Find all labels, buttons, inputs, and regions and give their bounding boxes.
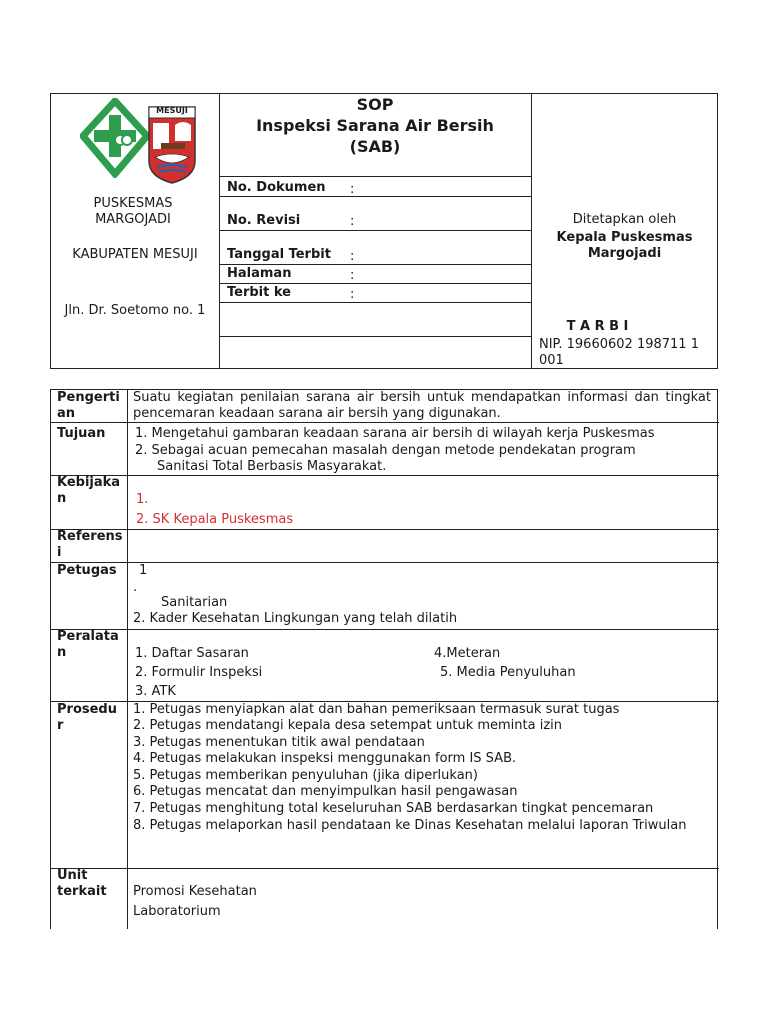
- prosedur-item: 5. Petugas memberikan penyuluhan (jika diperlukan): [133, 768, 478, 783]
- field-label-no-dokumen: No. Dokumen: [227, 180, 326, 195]
- org-name: PUSKESMAS MARGOJADI: [93, 196, 173, 227]
- prosedur-item: 4. Petugas melakukan inspeksi menggunakan form IS SAB.: [133, 751, 517, 766]
- label-tujuan: Tujuan: [57, 426, 106, 441]
- label-pengertian: Pengertian: [57, 390, 120, 421]
- text-pengertian: Suatu kegiatan penilaian sarana air bersih untuk mendapatkan informasi dan tingkat pencemaran keadaan sarana air bersih yang digunakan.: [133, 390, 711, 421]
- approval-line-2: Kepala Puskesmas Margojadi: [556, 230, 693, 261]
- kebijakan-item: 1.: [136, 492, 149, 507]
- peralatan-item: 3. ATK: [135, 684, 176, 699]
- field-label-terbit-ke: Terbit ke: [227, 285, 291, 300]
- puskesmas-logo-icon: [80, 98, 150, 178]
- petugas-item: 2. Kader Kesehatan Lingkungan yang telah dilatih: [133, 611, 458, 626]
- prosedur-item: 3. Petugas menentukan titik awal pendataan: [133, 735, 425, 750]
- unit-terkait-item: Laboratorium: [133, 904, 221, 919]
- petugas-dot: .: [133, 580, 138, 595]
- kebijakan-item: 2. SK Kepala Puskesmas: [136, 512, 294, 527]
- prosedur-item: 1. Petugas menyiapkan alat dan bahan pemeriksaan termasuk surat tugas: [133, 702, 620, 717]
- label-unit-terkait: Unit terkait: [57, 868, 107, 899]
- peralatan-item: 4.Meteran: [434, 646, 501, 661]
- mesuji-emblem-icon: [147, 105, 197, 185]
- petugas-item: Sanitarian: [161, 595, 228, 610]
- field-label-no-revisi: No. Revisi: [227, 213, 301, 228]
- field-label-halaman: Halaman: [227, 266, 292, 281]
- peralatan-item: 5. Media Penyuluhan: [440, 665, 576, 680]
- peralatan-item: 1. Daftar Sasaran: [135, 646, 249, 661]
- label-prosedur: Prosedur: [57, 702, 117, 733]
- signer-name: T A R B I: [566, 319, 629, 334]
- field-value-tanggal-terbit: :: [350, 249, 355, 264]
- logo-caption: MESUJI: [156, 106, 188, 115]
- field-value-no-dokumen: :: [350, 182, 355, 197]
- prosedur-item: 2. Petugas mendatangi kepala desa setempat untuk meminta izin: [133, 718, 563, 733]
- prosedur-item: 7. Petugas menghitung total keseluruhan SAB berdasarkan tingkat pencemaran: [133, 801, 654, 816]
- field-value-terbit-ke: :: [350, 287, 355, 302]
- signer-nip: NIP. 19660602 198711 1 001: [539, 337, 699, 368]
- label-peralatan: Peralatan: [57, 629, 119, 660]
- petugas-number: 1: [139, 563, 148, 578]
- approval-line-1: Ditetapkan oleh: [572, 212, 677, 227]
- field-value-halaman: :: [350, 268, 355, 283]
- unit-terkait-item: Promosi Kesehatan: [133, 884, 257, 899]
- tujuan-item: 1. Mengetahui gambaran keadaan sarana air bersih di wilayah kerja Puskesmas: [135, 426, 655, 441]
- peralatan-item: 2. Formulir Inspeksi: [135, 665, 263, 680]
- doc-title: Inspeksi Sarana Air Bersih (SAB): [256, 116, 494, 156]
- tujuan-item: Sanitasi Total Berbasis Masyarakat.: [157, 459, 387, 474]
- label-referensi: Referensi: [57, 529, 123, 560]
- district-name: KABUPATEN MESUJI: [72, 247, 198, 262]
- label-petugas: Petugas: [57, 563, 117, 578]
- prosedur-item: 8. Petugas melaporkan hasil pendataan ke Dinas Kesehatan melalui laporan Triwulan: [133, 818, 687, 833]
- field-value-no-revisi: :: [350, 214, 355, 229]
- doc-type: SOP: [356, 95, 394, 114]
- field-label-tanggal-terbit: Tanggal Terbit: [227, 247, 331, 262]
- prosedur-item: 6. Petugas mencatat dan menyimpulkan hasil pengawasan: [133, 784, 518, 799]
- tujuan-item: 2. Sebagai acuan pemecahan masalah dengan metode pendekatan program: [135, 443, 636, 458]
- label-kebijakan: Kebijakan: [57, 475, 121, 506]
- address: Jln. Dr. Soetomo no. 1: [64, 303, 206, 318]
